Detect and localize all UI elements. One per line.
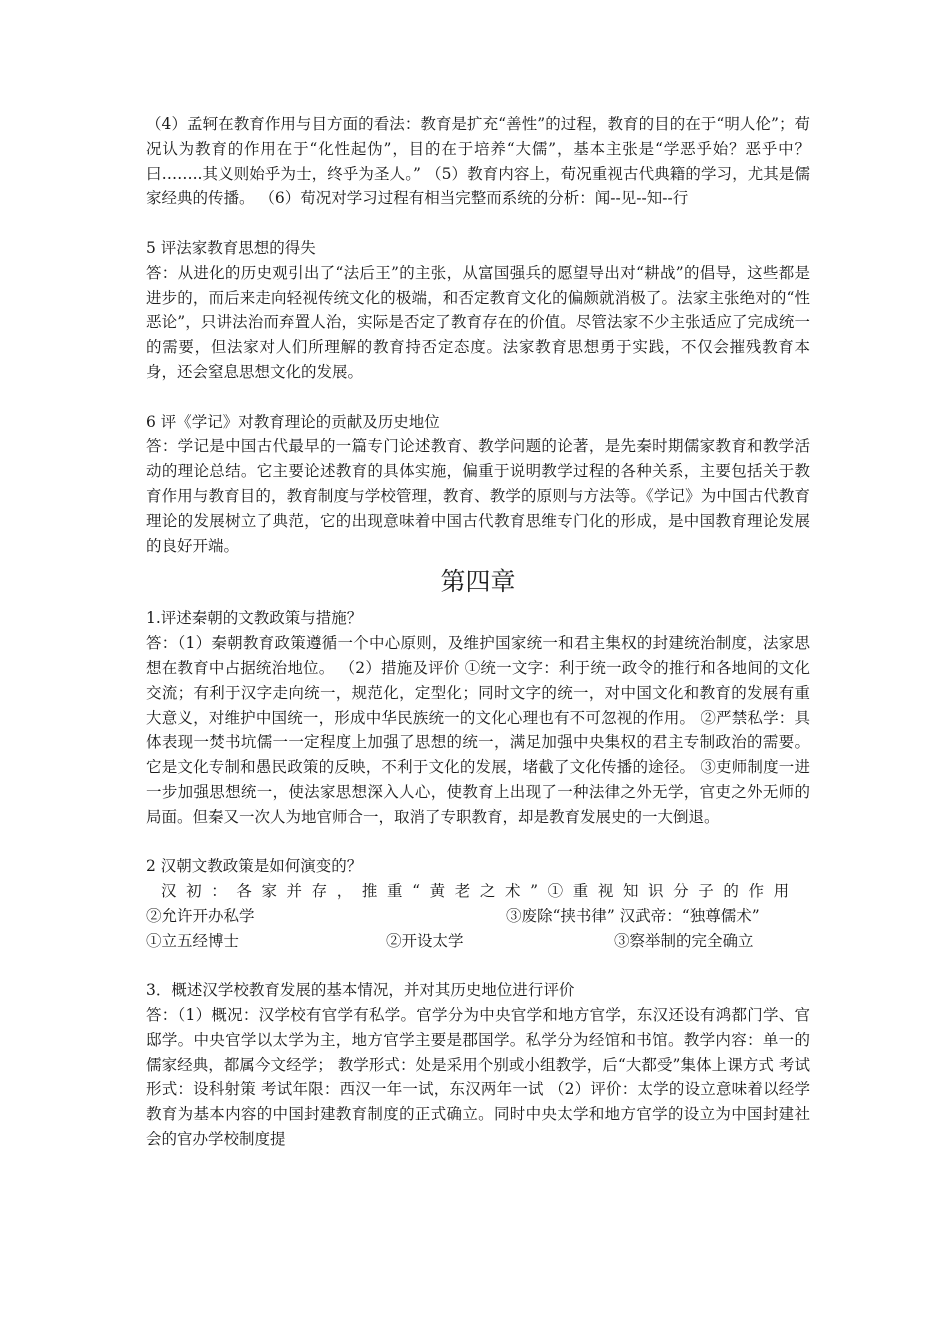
chapter-heading: 第四章 <box>440 567 516 597</box>
question-6-answer: 答：学记是中国古代最早的一篇专门论述教育、教学问题的论著，是先秦时期儒家教育和教学活动的理论总结。它主要论述教育的具体实施，偏重于说明教学过程的各种关系，主要包括关于教育作用与教育目的，教育制度与学校管理，教育、教学的原则与方法等。《学记》为中国古代教育理论的发展树立了典范，它的出现意味着中国古代教育思维专门化的形成，是中国教育理论发展的良好开端。 <box>146 437 810 555</box>
question-5-title: 5 评法家教育思想的得失 <box>146 238 316 257</box>
han-policy-item-five-classics: ①立五经博士 <box>146 931 240 950</box>
document-page <box>146 112 810 1152</box>
chapter4-question-2-title: 2 汉朝文教政策是如何演变的？ <box>146 857 363 876</box>
han-policy-line-1: 汉初：各家并存，推重“黄老之术”①重视知识分子的作用 <box>161 882 799 901</box>
chapter4-question-1-answer: 答：（1）秦朝教育政策遵循一个中心原则，及维护国家统一和君主集权的封建统治制度，法家思想在教育中占据统治地位。 （2）措施及评价 ①统一文字：利于统一政令的推行和各地间的文化交流；有利于汉字走向统一，规范化，定型化；同时文字的统一，对中国文化和教育的发展有重大意义，对维护中国统一，形成中华民族统一的文化心理也有不可忽视的作用。 ②严禁私学：具体表现一焚书坑儒一一定程度上加强了思想的统一，满足加强中央集权的君主专制政治的需要。它是文化专制和愚民政策的反映，不利于文化的发展，堵截了文化传播的途径。 ③吏师制度一进一步加强思想统一，使法家思想深入人心，使教育上出现了一种法律之外无学，官吏之外无师的局面。但秦又一次人为地官师合一，取消了专职教育，却是教育发展史的一大倒退。 <box>146 634 810 826</box>
chapter4-question-3-title: 3．概述汉学校教育发展的基本情况，并对其历史地位进行评价 <box>146 981 575 1000</box>
han-policy-item-private-school: ②允许开办私学 <box>146 906 255 925</box>
han-policy-item-abolish-law: ③废除“挟书律” 汉武帝：“独尊儒术” <box>506 906 760 925</box>
han-policy-item-taixue: ②开设太学 <box>386 931 464 950</box>
chapter4-question-3-answer: 答：（1）概况：汉学校有官学有私学。官学分为中央官学和地方官学，东汉还设有鸿都门学、官邸学。中央官学以太学为主，地方官学主要是郡国学。私学分为经馆和书馆。教学内容：单一的儒家经典，都属今文经学； 教学形式：处是采用个别或小组教学，后“大都受”集体上课方式 考试形式：设科射策 考试年限：西汉一年一试，东汉两年一试 （2）评价：太学的设立意味着以经学教育为基本内容的中国封建教育制度的正式确立。同时中央太学和地方官学的设立为中国封建社会的官办学校制度提 <box>146 1006 810 1149</box>
paragraph-mengke-xunkuang: （4）孟轲在教育作用与目方面的看法：教育是扩充“善性”的过程，教育的目的在于“明人伦”；荀况认为教育的作用在于“化性起伪”，目的在于培养“大儒”，基本主张是“学恶乎始？恶乎中？曰……..其义则始乎为士，终乎为圣人。” （5）教育内容上，荀况重视古代典籍的学习，尤其是儒家经典的传播。 （6）荀况对学习过程有相当完整而系统的分析：闻--见--知--行 <box>146 115 810 208</box>
han-policy-line-3 <box>146 929 810 954</box>
han-policy-item-chaju: ③察举制的完全确立 <box>614 931 754 950</box>
chapter4-question-1-title: 1.评述秦朝的文教政策与措施？ <box>146 609 363 628</box>
question-5-answer: 答：从进化的历史观引出了“法后王”的主张，从富国强兵的愿望导出对“耕战”的倡导，这些都是进步的，而后来走向轻视传统文化的极端，和否定教育文化的偏颇就消极了。法家主张绝对的“性恶论”，只讲法治而弃置人治，实际是否定了教育存在的价值。尽管法家不少主张适应了完成统一的需要，但法家对人们所理解的教育持否定态度。法家教育思想勇于实践，不仅会摧残教育本身，还会窒息思想文化的发展。 <box>146 263 810 381</box>
question-6-title: 6 评《学记》对教育理论的贡献及历史地位 <box>146 412 440 431</box>
han-policy-line-2 <box>146 904 810 929</box>
